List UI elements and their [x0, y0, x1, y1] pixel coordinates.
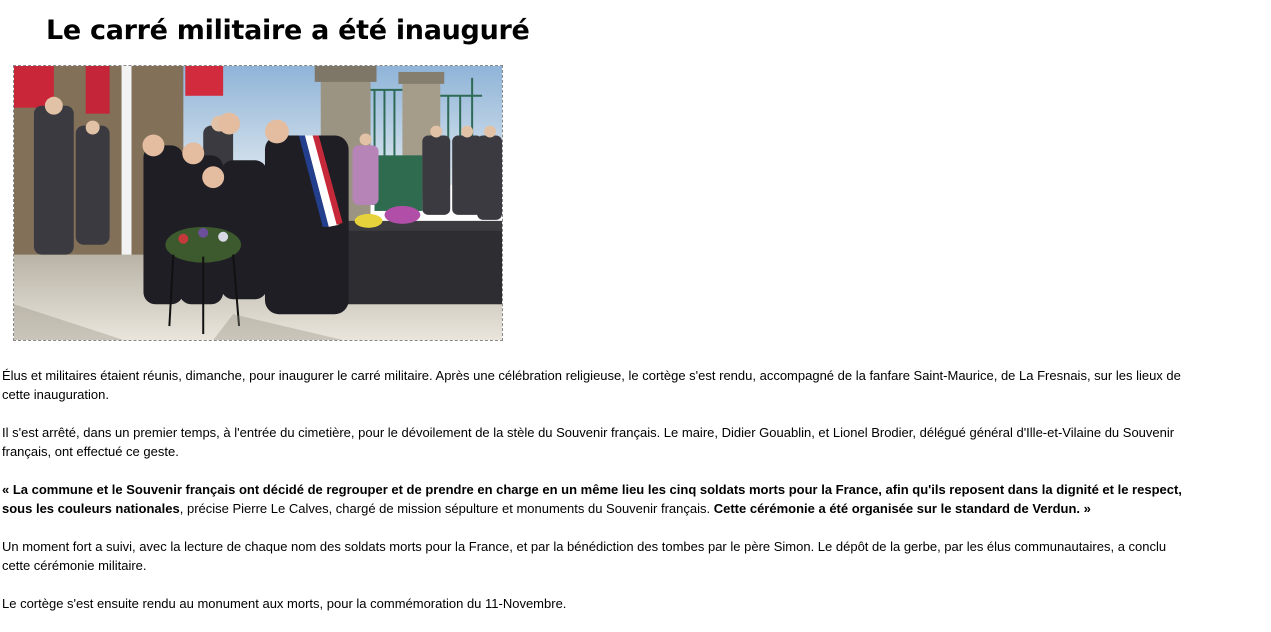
paragraph-blessing: Un moment fort a suivi, avec la lecture de chaque nom des soldats morts pour la France, et par la bénédiction des tombes par le père Simon. Le dépôt de la gerbe, par les élus communautaires, a conclu cette cérémonie militaire.: [2, 539, 1167, 573]
article-body: [2, 366, 1192, 632]
quote-attribution: , précise Pierre Le Calves, chargé de mission sépulture et monuments du Souvenir français.: [179, 501, 714, 516]
paragraph-monument: Le cortège s'est ensuite rendu au monument aux morts, pour la commémoration du 11-Novembre.: [2, 596, 567, 611]
paragraph-quote: [2, 480, 1192, 518]
ceremony-photo: [13, 65, 503, 341]
quote-bold-text: « La commune et le Souvenir français ont décidé de regrouper et de prendre en charge en un même lieu les cinq soldats morts pour la France, afin qu'ils reposent dans la dignité et le respect, sous les couleurs nationales: [2, 482, 1182, 516]
paragraph-intro: Élus et militaires étaient réunis, dimanche, pour inaugurer le carré militaire. Après une célébration religieuse, le cortège s'est rendu, accompagné de la fanfare Saint-Maurice, de La Fresnais, sur les lieux de cette inauguration.: [2, 368, 1181, 402]
paragraph-stele: Il s'est arrêté, dans un premier temps, à l'entrée du cimetière, pour le dévoilement de la stèle du Souvenir français. Le maire, Didier Gouablin, et Lionel Brodier, délégué général d'Ille-et-Vilaine du Souvenir français, ont effectué ce geste.: [2, 425, 1175, 459]
ceremony-photo-illustration: [14, 66, 502, 340]
quote-bold-end: Cette cérémonie a été organisée sur le standard de Verdun. »: [713, 501, 1091, 516]
article-title: Le carré militaire a été inauguré: [46, 15, 530, 46]
